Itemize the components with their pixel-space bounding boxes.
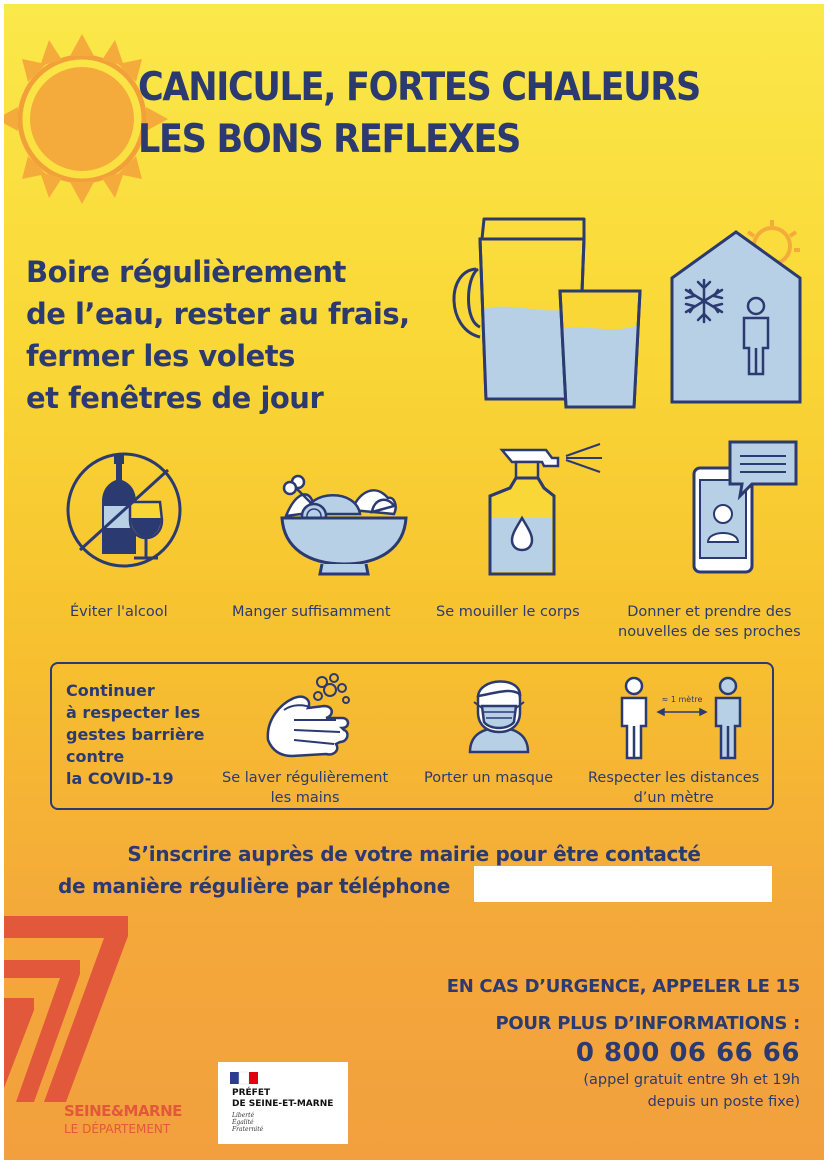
prefet-name-line-1: PRÉFET bbox=[232, 1088, 271, 1098]
cool-house-icon bbox=[668, 218, 808, 408]
barrier-label bbox=[66, 680, 205, 790]
barrier-label-line-2: à respecter les bbox=[66, 703, 201, 722]
salad-bowl-icon bbox=[276, 468, 412, 578]
prefet-motto-1: Liberté bbox=[232, 1112, 255, 1119]
seine-marne-logo-mark bbox=[4, 916, 154, 1102]
prefet-name bbox=[232, 1088, 333, 1110]
distance-icon bbox=[614, 676, 754, 762]
main-message-line-4: et fenêtres de jour bbox=[26, 381, 324, 415]
barrier-label-distance-line-1: Respecter les distances bbox=[588, 770, 760, 786]
signup-line-2: de manière régulière par téléphone bbox=[58, 874, 450, 898]
water-pitcher-icon bbox=[444, 209, 644, 414]
prefet-motto-3: Fraternité bbox=[232, 1126, 264, 1133]
tip-label-eat: Manger suffisamment bbox=[232, 604, 391, 620]
main-message-line-1: Boire régulièrement bbox=[26, 255, 346, 289]
prefet-name-line-2: DE SEINE-ET-MARNE bbox=[232, 1099, 334, 1109]
title-line-2: LES BONS REFLEXES bbox=[138, 117, 521, 162]
barrier-label-mask: Porter un masque bbox=[424, 770, 554, 786]
info-line: POUR PLUS D’INFORMATIONS : bbox=[495, 1013, 800, 1034]
barrier-label-distance bbox=[588, 768, 759, 808]
title-line-1: CANICULE, FORTES CHALEURS bbox=[138, 65, 700, 110]
face-mask-icon bbox=[464, 672, 534, 754]
emergency-line: EN CAS D’URGENCE, APPELER LE 15 bbox=[446, 976, 800, 997]
barrier-label-wash-line-2: les mains bbox=[270, 790, 340, 806]
barrier-label-line-1: Continuer bbox=[66, 681, 155, 700]
seine-marne-name: SEINE&MARNE bbox=[64, 1102, 182, 1120]
tip-label-news-line-2: nouvelles de ses proches bbox=[618, 624, 801, 640]
tip-label-alcohol: Éviter l'alcool bbox=[70, 604, 168, 620]
barrier-label-wash bbox=[222, 768, 388, 808]
distance-label: ≈ 1 mètre bbox=[661, 695, 703, 704]
french-flag-icon bbox=[230, 1072, 258, 1084]
barrier-label-distance-line-2: d’un mètre bbox=[633, 790, 714, 806]
barrier-label-wash-line-1: Se laver régulièrement bbox=[222, 770, 389, 786]
no-alcohol-icon bbox=[60, 450, 190, 570]
tip-label-news-line-1: Donner et prendre des bbox=[627, 604, 792, 620]
info-phone-number[interactable]: 0 800 06 66 66 bbox=[575, 1038, 800, 1068]
signup-line-1: S’inscrire auprès de votre mairie pour être contacté bbox=[127, 842, 701, 866]
call-note-line-1: (appel gratuit entre 9h et 19h bbox=[583, 1072, 800, 1088]
prefet-motto bbox=[232, 1112, 263, 1133]
main-message-line-3: fermer les volets bbox=[26, 339, 295, 373]
barrier-label-line-3: gestes barrière bbox=[66, 725, 205, 744]
tip-label-wet: Se mouiller le corps bbox=[436, 604, 580, 620]
spray-bottle-icon bbox=[482, 438, 612, 578]
prefet-motto-2: Égalité bbox=[232, 1119, 254, 1126]
phone-number-field[interactable] bbox=[474, 866, 772, 902]
main-message-line-2: de l’eau, rester au frais, bbox=[26, 297, 410, 331]
hand-washing-icon bbox=[264, 670, 360, 762]
main-message bbox=[26, 251, 410, 419]
tip-label-news bbox=[618, 602, 801, 642]
phone-message-icon bbox=[692, 438, 802, 578]
barrier-label-line-5: la COVID-19 bbox=[66, 769, 174, 788]
page-title bbox=[138, 62, 700, 166]
seine-marne-subtitle: LE DÉPARTEMENT bbox=[64, 1122, 171, 1136]
call-note-line-2: depuis un poste fixe) bbox=[647, 1094, 800, 1110]
barrier-label-line-4: contre bbox=[66, 747, 125, 766]
poster bbox=[4, 4, 824, 1160]
